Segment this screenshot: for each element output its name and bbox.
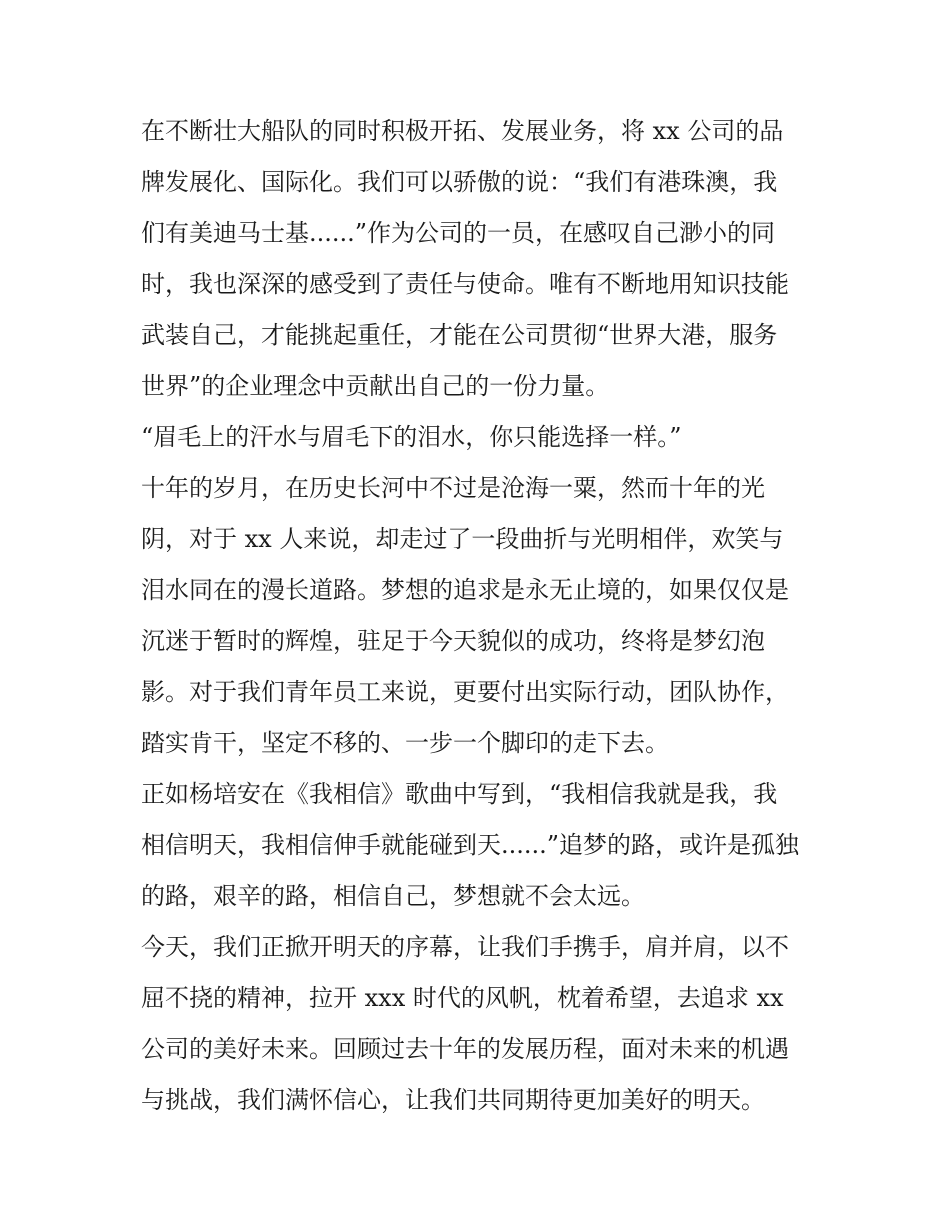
text-line: 与挑战，我们满怀信心，让我们共同期待更加美好的明天。 — [141, 1086, 765, 1114]
text-line: 们有美迪马士基......”作为公司的一员，在感叹自己渺小的同 — [141, 219, 776, 247]
text-line: 在不断壮大船队的同时积极开拓、发展业务，将 xx 公司的品 — [141, 117, 784, 145]
text-line: 世界”的企业理念中贡献出自己的一份力量。 — [141, 372, 610, 400]
text-line: 泪水同在的漫长道路。梦想的追求是永无止境的，如果仅仅是 — [141, 576, 789, 604]
document-body — [141, 106, 821, 1126]
text-line: 屈不挠的精神，拉开 xxx 时代的风帆，枕着希望，去追求 xx — [141, 984, 784, 1012]
text-line: 公司的美好未来。回顾过去十年的发展历程，面对未来的机遇 — [141, 1035, 789, 1063]
text-line: “眉毛上的汗水与眉毛下的泪水，你只能选择一样。” — [141, 423, 682, 451]
text-line: 时，我也深深的感受到了责任与使命。唯有不断地用知识技能 — [141, 270, 789, 298]
text-line: 沉迷于暂时的辉煌，驻足于今天貌似的成功，终将是梦幻泡 — [141, 627, 765, 655]
text-line: 武装自己，才能挑起重任，才能在公司贯彻“世界大港，服务 — [141, 321, 778, 349]
text-line: 阴，对于 xx 人来说，却走过了一段曲折与光明相伴，欢笑与 — [141, 525, 784, 553]
text-line: 今天，我们正掀开明天的序幕，让我们手携手，肩并肩，以不 — [141, 933, 789, 961]
text-line: 牌发展化、国际化。我们可以骄傲的说：“我们有港珠澳，我 — [141, 168, 778, 196]
text-line: 十年的岁月，在历史长河中不过是沧海一粟，然而十年的光 — [141, 474, 765, 502]
text-line: 的路，艰辛的路，相信自己，梦想就不会太远。 — [141, 882, 645, 910]
text-line: 影。对于我们青年员工来说，更要付出实际行动，团队协作， — [141, 678, 789, 706]
text-line: 踏实肯干，坚定不移的、一步一个脚印的走下去。 — [141, 729, 669, 757]
text-line: 正如杨培安在《我相信》歌曲中写到，“我相信我就是我，我 — [141, 780, 778, 808]
text-line: 相信明天，我相信伸手就能碰到天......”追梦的路，或许是孤独 — [141, 831, 800, 859]
